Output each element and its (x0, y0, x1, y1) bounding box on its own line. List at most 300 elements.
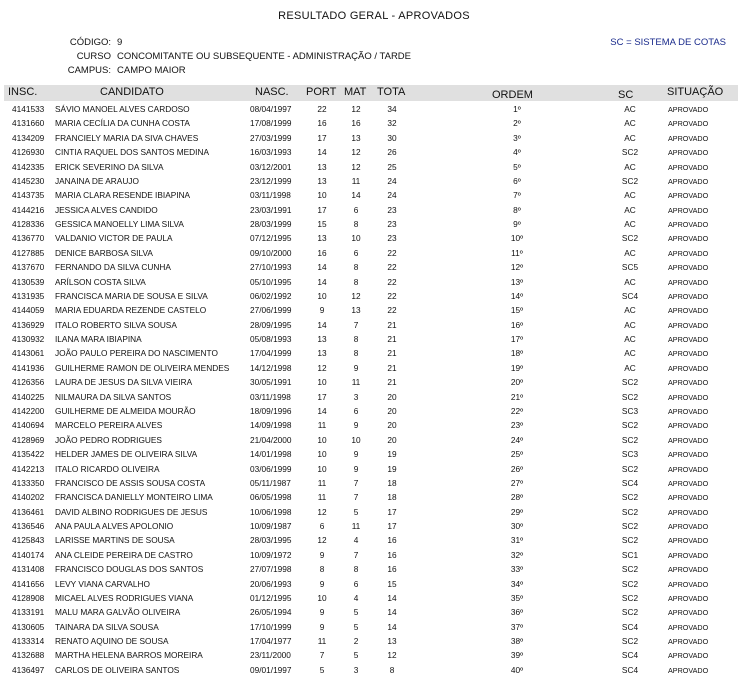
table-row (4, 476, 738, 490)
cell-situacao: APROVADO (668, 464, 709, 474)
cell-nasc: 23/03/1991 (250, 204, 292, 215)
cell-candidato: MARTHA HELENA BARROS MOREIRA (55, 650, 203, 661)
cell-port: 5 (319, 664, 325, 675)
cell-candidato: MARIA CLARA RESENDE IBIAPINA (55, 190, 191, 201)
cell-sc: SC2 (621, 377, 639, 388)
cell-sc: SC2 (621, 535, 639, 546)
cell-ordem: 37º (510, 621, 524, 632)
cell-nasc: 05/10/1995 (250, 276, 292, 287)
cell-mat: 12 (351, 147, 361, 158)
cell-port: 12 (317, 535, 327, 546)
table-row (4, 145, 738, 159)
cell-tota: 13 (387, 636, 397, 647)
cell-candidato: ERICK SEVERINO DA SILVA (55, 161, 164, 172)
cell-situacao: APROVADO (668, 593, 709, 603)
curso-value: CONCOMITANTE OU SUBSEQUENTE - ADMINISTRAÇÃO / TARDE (117, 51, 411, 62)
table-row (4, 303, 738, 317)
cell-ordem: 29º (510, 506, 524, 517)
cell-sc: SC2 (621, 506, 639, 517)
cell-insc: 4144216 (12, 204, 45, 215)
cell-mat: 11 (351, 377, 361, 388)
cell-situacao: APROVADO (668, 363, 709, 373)
cell-candidato: FRANCISCA DANIELLY MONTEIRO LIMA (55, 492, 213, 503)
cell-ordem: 3º (513, 132, 521, 143)
cell-sc: SC2 (621, 607, 639, 618)
cell-mat: 6 (353, 204, 359, 215)
cell-tota: 23 (387, 204, 397, 215)
cell-insc: 4127885 (12, 247, 45, 258)
cell-candidato: GUILHERME DE ALMEIDA MOURÃO (55, 405, 196, 416)
cell-candidato: MARIA EDUARDA REZENDE CASTELO (55, 305, 207, 316)
cell-ordem: 32º (510, 549, 524, 560)
cell-situacao: APROVADO (668, 291, 709, 301)
cell-mat: 10 (351, 434, 361, 445)
cell-nasc: 17/04/1999 (250, 348, 292, 359)
table-row (4, 375, 738, 389)
cell-nasc: 27/03/1999 (250, 132, 292, 143)
cell-tota: 26 (387, 147, 397, 158)
cell-ordem: 34º (510, 578, 524, 589)
cell-insc: 4142200 (12, 405, 45, 416)
cell-tota: 16 (387, 564, 397, 575)
table-row (4, 418, 738, 432)
header-sc: SC (618, 89, 634, 101)
cell-insc: 4142335 (12, 161, 45, 172)
cell-insc: 4136546 (12, 521, 45, 532)
cell-tota: 14 (387, 621, 397, 632)
cell-tota: 16 (387, 549, 397, 560)
cell-candidato: CARLOS DE OLIVEIRA SANTOS (55, 664, 180, 675)
cell-ordem: 13º (510, 276, 524, 287)
cell-candidato: FRANCISCO DOUGLAS DOS SANTOS (55, 564, 204, 575)
table-row (4, 246, 738, 260)
cell-port: 13 (317, 175, 327, 186)
cell-insc: 4141936 (12, 362, 45, 373)
table-row (4, 203, 738, 217)
cell-port: 9 (319, 621, 325, 632)
codigo-value: 9 (117, 37, 123, 48)
cell-port: 14 (317, 405, 327, 416)
cell-mat: 5 (353, 621, 359, 632)
cell-port: 9 (319, 305, 325, 316)
cell-ordem: 27º (510, 477, 524, 488)
cell-ordem: 15º (510, 305, 524, 316)
cell-port: 14 (317, 319, 327, 330)
cell-tota: 19 (387, 463, 397, 474)
cell-candidato: LAURA DE JESUS DA SILVA VIEIRA (55, 377, 193, 388)
cell-sc: AC (624, 190, 636, 201)
cell-tota: 22 (387, 262, 397, 273)
cell-port: 10 (317, 290, 327, 301)
cell-insc: 4128908 (12, 592, 45, 603)
cell-sc: SC2 (621, 636, 639, 647)
table-row (4, 533, 738, 547)
cell-sc: AC (624, 247, 636, 258)
cell-port: 10 (317, 463, 327, 474)
cell-candidato: GESSICA MANOELLY LIMA SILVA (55, 219, 184, 230)
cell-candidato: MICAEL ALVES RODRIGUES VIANA (55, 592, 194, 603)
cell-situacao: APROVADO (668, 421, 709, 431)
cell-sc: AC (624, 334, 636, 345)
cell-mat: 4 (353, 592, 359, 603)
table-row (4, 490, 738, 504)
cell-nasc: 27/07/1998 (250, 564, 292, 575)
cell-port: 10 (317, 190, 327, 201)
cell-situacao: APROVADO (668, 507, 709, 517)
table-row (4, 462, 738, 476)
header-port: PORT (306, 86, 337, 98)
cell-insc: 4136497 (12, 664, 45, 675)
cell-situacao: APROVADO (668, 277, 709, 287)
cell-insc: 4125843 (12, 535, 45, 546)
cell-port: 13 (317, 348, 327, 359)
cell-nasc: 06/02/1992 (250, 290, 292, 301)
cell-port: 9 (319, 549, 325, 560)
cell-sc: SC2 (621, 434, 639, 445)
cell-situacao: APROVADO (668, 191, 709, 201)
cell-ordem: 26º (510, 463, 524, 474)
cell-ordem: 14º (510, 290, 524, 301)
cell-candidato: FRANCISCA MARIA DE SOUSA E SILVA (55, 290, 208, 301)
cell-sc: AC (624, 305, 636, 316)
cell-nasc: 14/12/1998 (250, 362, 292, 373)
cell-nasc: 28/03/1999 (250, 219, 292, 230)
cell-tota: 20 (387, 420, 397, 431)
cell-tota: 23 (387, 233, 397, 244)
cell-mat: 7 (353, 319, 359, 330)
cell-ordem: 17º (510, 334, 524, 345)
table-row (4, 634, 738, 648)
cell-tota: 23 (387, 219, 397, 230)
cell-tota: 8 (389, 664, 395, 675)
table-row (4, 217, 738, 231)
cell-situacao: APROVADO (668, 378, 709, 388)
cell-candidato: ITALO RICARDO OLIVEIRA (55, 463, 160, 474)
cell-mat: 7 (353, 477, 359, 488)
table-row (4, 648, 738, 662)
cell-insc: 4142213 (12, 463, 45, 474)
cell-situacao: APROVADO (668, 550, 709, 560)
table-row (4, 188, 738, 202)
cell-ordem: 40º (510, 664, 524, 675)
cell-candidato: DAVID ALBINO RODRIGUES DE JESUS (55, 506, 208, 517)
cell-candidato: HELDER JAMES DE OLIVEIRA SILVA (55, 449, 198, 460)
header-situacao: SITUAÇÃO (667, 86, 724, 98)
cell-nasc: 17/04/1977 (250, 636, 292, 647)
cell-port: 10 (317, 377, 327, 388)
cell-tota: 21 (387, 348, 397, 359)
curso-line (0, 51, 411, 62)
table-row (4, 562, 738, 576)
cell-nasc: 14/09/1998 (250, 420, 292, 431)
cell-candidato: ANA PAULA ALVES APOLONIO (55, 521, 174, 532)
cell-mat: 13 (351, 305, 361, 316)
cell-nasc: 27/06/1999 (250, 305, 292, 316)
cell-tota: 24 (387, 190, 397, 201)
cell-port: 6 (319, 521, 325, 532)
cell-ordem: 7º (513, 190, 521, 201)
cell-situacao: APROVADO (668, 665, 709, 675)
cell-nasc: 18/09/1996 (250, 405, 292, 416)
cell-mat: 9 (353, 362, 359, 373)
cell-situacao: APROVADO (668, 522, 709, 532)
cell-ordem: 33º (510, 564, 524, 575)
cell-candidato: ITALO ROBERTO SILVA SOUSA (55, 319, 177, 330)
cell-situacao: APROVADO (668, 349, 709, 359)
cell-tota: 21 (387, 362, 397, 373)
cell-sc: SC4 (621, 621, 639, 632)
cell-situacao: APROVADO (668, 565, 709, 575)
table-row (4, 361, 738, 375)
cell-ordem: 1º (513, 104, 521, 114)
campus-line (0, 65, 186, 76)
cell-insc: 4128969 (12, 434, 45, 445)
cell-insc: 4136929 (12, 319, 45, 330)
cell-tota: 24 (387, 175, 397, 186)
table-row (4, 591, 738, 605)
cell-sc: AC (624, 219, 636, 230)
campus-value: CAMPO MAIOR (117, 65, 186, 76)
cell-sc: SC5 (621, 262, 639, 273)
codigo-label: CÓDIGO: (69, 37, 111, 48)
cell-sc: SC2 (621, 492, 639, 503)
cell-mat: 5 (353, 650, 359, 661)
cell-port: 10 (317, 449, 327, 460)
cell-situacao: APROVADO (668, 263, 709, 273)
cell-nasc: 23/12/1999 (250, 175, 292, 186)
cell-insc: 4145230 (12, 175, 45, 186)
cell-port: 11 (317, 420, 327, 431)
cell-situacao: APROVADO (668, 320, 709, 330)
cell-mat: 16 (351, 118, 361, 129)
table-row (4, 102, 738, 116)
table-row (4, 289, 738, 303)
campus-label: CAMPUS: (67, 65, 111, 76)
table-row (4, 663, 738, 677)
cell-tota: 20 (387, 434, 397, 445)
cell-sc: SC4 (621, 477, 639, 488)
cell-ordem: 35º (510, 592, 524, 603)
cell-candidato: FRANCISCO DE ASSIS SOUSA COSTA (55, 477, 206, 488)
cell-insc: 4130932 (12, 334, 45, 345)
cell-port: 7 (319, 650, 325, 661)
cell-ordem: 36º (510, 607, 524, 618)
cell-port: 16 (317, 247, 327, 258)
table-row (4, 447, 738, 461)
cell-port: 11 (317, 636, 327, 647)
cell-situacao: APROVADO (668, 119, 709, 129)
cell-port: 8 (319, 564, 325, 575)
cell-tota: 14 (387, 592, 397, 603)
cell-sc: AC (624, 132, 636, 143)
cell-situacao: APROVADO (668, 435, 709, 445)
cell-candidato: MARCELO PEREIRA ALVES (55, 420, 163, 431)
table-row (4, 275, 738, 289)
cell-port: 17 (317, 132, 327, 143)
cell-situacao: APROVADO (668, 306, 709, 316)
cell-nasc: 08/04/1997 (250, 104, 292, 114)
cell-mat: 10 (351, 233, 361, 244)
table-row (4, 505, 738, 519)
table-header (4, 85, 738, 101)
cell-ordem: 39º (510, 650, 524, 661)
cell-situacao: APROVADO (668, 335, 709, 345)
cell-mat: 7 (353, 492, 359, 503)
cell-insc: 4131935 (12, 290, 45, 301)
cell-situacao: APROVADO (668, 579, 709, 589)
cell-nasc: 07/12/1995 (250, 233, 292, 244)
cell-sc: SC2 (621, 391, 639, 402)
cell-nasc: 28/03/1995 (250, 535, 292, 546)
cell-situacao: APROVADO (668, 392, 709, 402)
cell-insc: 4133314 (12, 636, 45, 647)
cell-insc: 4135422 (12, 449, 45, 460)
cell-situacao: APROVADO (668, 536, 709, 546)
cell-mat: 12 (351, 290, 361, 301)
cell-nasc: 03/11/1998 (250, 190, 291, 201)
cell-candidato: CINTIA RAQUEL DOS SANTOS MEDINA (55, 147, 209, 158)
cell-insc: 4130539 (12, 276, 45, 287)
cell-insc: 4140694 (12, 420, 45, 431)
cell-mat: 3 (353, 391, 359, 402)
cell-port: 11 (317, 492, 327, 503)
header-tota: TOTA (377, 86, 406, 98)
cell-mat: 5 (353, 506, 359, 517)
cell-candidato: JOÃO PEDRO RODRIGUES (55, 434, 162, 445)
cell-tota: 15 (387, 578, 397, 589)
cell-tota: 21 (387, 319, 397, 330)
cell-candidato: VALDANIO VICTOR DE PAULA (55, 233, 173, 244)
cell-mat: 8 (353, 564, 359, 575)
cell-candidato: ANA CLEIDE PEREIRA DE CASTRO (55, 549, 193, 560)
cell-mat: 8 (353, 219, 359, 230)
cell-candidato: JANAINA DE ARAUJO (55, 175, 139, 186)
cell-mat: 14 (351, 190, 361, 201)
cell-insc: 4130605 (12, 621, 45, 632)
table-row (4, 116, 738, 130)
cell-candidato: MARIA CECÍLIA DA CUNHA COSTA (55, 118, 190, 129)
codigo-line (0, 37, 122, 48)
cell-ordem: 23º (510, 420, 524, 431)
page-title: RESULTADO GERAL - APROVADOS (278, 10, 470, 22)
cell-port: 17 (317, 204, 327, 215)
cell-candidato: NILMAURA DA SILVA SANTOS (55, 391, 172, 402)
cell-ordem: 24º (510, 434, 524, 445)
table-row (4, 620, 738, 634)
cell-situacao: APROVADO (668, 248, 709, 258)
cell-situacao: APROVADO (668, 234, 709, 244)
cell-sc: AC (624, 362, 636, 373)
cell-nasc: 27/10/1993 (250, 262, 292, 273)
table-row (4, 519, 738, 533)
cell-sc: AC (624, 276, 636, 287)
cell-tota: 22 (387, 305, 397, 316)
cell-nasc: 06/05/1998 (250, 492, 292, 503)
cell-nasc: 03/11/1998 (250, 391, 291, 402)
cell-tota: 25 (387, 161, 397, 172)
cell-port: 14 (317, 147, 327, 158)
cell-candidato: JESSICA ALVES CANDIDO (55, 204, 158, 215)
cell-port: 9 (319, 578, 325, 589)
cell-candidato: SÁVIO MANOEL ALVES CARDOSO (55, 104, 190, 114)
cell-sc: SC4 (621, 650, 639, 661)
cell-tota: 20 (387, 391, 397, 402)
cell-insc: 4126356 (12, 377, 45, 388)
cell-nasc: 26/05/1994 (250, 607, 292, 618)
cell-mat: 11 (351, 521, 361, 532)
cell-tota: 22 (387, 276, 397, 287)
cell-sc: SC2 (621, 578, 639, 589)
cell-situacao: APROVADO (668, 176, 709, 186)
table-row (4, 548, 738, 562)
cell-insc: 4140174 (12, 549, 45, 560)
cell-mat: 8 (353, 276, 359, 287)
cell-port: 13 (317, 334, 327, 345)
cell-candidato: LARISSE MARTINS DE SOUSA (55, 535, 175, 546)
cell-situacao: APROVADO (668, 608, 709, 618)
cell-sc: AC (624, 118, 636, 129)
table-row (4, 332, 738, 346)
cell-sc: SC2 (621, 592, 639, 603)
cell-nasc: 30/05/1991 (250, 377, 292, 388)
cell-tota: 18 (387, 477, 397, 488)
cell-nasc: 10/06/1998 (250, 506, 292, 517)
cell-ordem: 8º (513, 204, 521, 215)
cell-nasc: 16/03/1993 (250, 147, 292, 158)
cell-port: 14 (317, 276, 327, 287)
cell-mat: 9 (353, 449, 359, 460)
cell-situacao: APROVADO (668, 162, 709, 172)
cell-situacao: APROVADO (668, 478, 709, 488)
cell-insc: 4143061 (12, 348, 45, 359)
cell-sc: AC (624, 161, 636, 172)
cell-sc: SC2 (621, 463, 639, 474)
cell-nasc: 20/06/1993 (250, 578, 292, 589)
cell-sc: AC (624, 104, 636, 114)
cell-mat: 12 (351, 104, 361, 114)
cell-candidato: LEVY VIANA CARVALHO (55, 578, 150, 589)
cell-tota: 32 (387, 118, 397, 129)
cell-tota: 22 (387, 290, 397, 301)
cell-sc: SC3 (621, 405, 639, 416)
cell-port: 10 (317, 434, 327, 445)
cell-nasc: 17/08/1999 (250, 118, 292, 129)
cell-port: 17 (317, 391, 327, 402)
cell-sc: SC4 (621, 664, 639, 675)
cell-nasc: 28/09/1995 (250, 319, 292, 330)
header-insc: INSC. (8, 86, 38, 98)
cell-sc: AC (624, 204, 636, 215)
cell-ordem: 6º (513, 175, 521, 186)
cell-ordem: 18º (510, 348, 524, 359)
cell-tota: 12 (387, 650, 397, 661)
cell-candidato: ARÍLSON COSTA SILVA (55, 276, 146, 287)
cell-port: 16 (317, 118, 327, 129)
cell-sc: AC (624, 319, 636, 330)
cell-mat: 6 (353, 247, 359, 258)
table-row (4, 346, 738, 360)
cell-insc: 4140202 (12, 492, 45, 503)
cell-candidato: FERNANDO DA SILVA CUNHA (55, 262, 171, 273)
cell-situacao: APROVADO (668, 637, 709, 647)
table-row (4, 404, 738, 418)
sc-legend-note: SC = SISTEMA DE COTAS (610, 37, 726, 48)
cell-sc: SC1 (621, 549, 639, 560)
cell-sc: SC2 (621, 521, 639, 532)
cell-nasc: 23/11/2000 (250, 650, 291, 661)
cell-candidato: RENATO AQUINO DE SOUSA (55, 636, 169, 647)
cell-ordem: 11º (511, 247, 523, 258)
